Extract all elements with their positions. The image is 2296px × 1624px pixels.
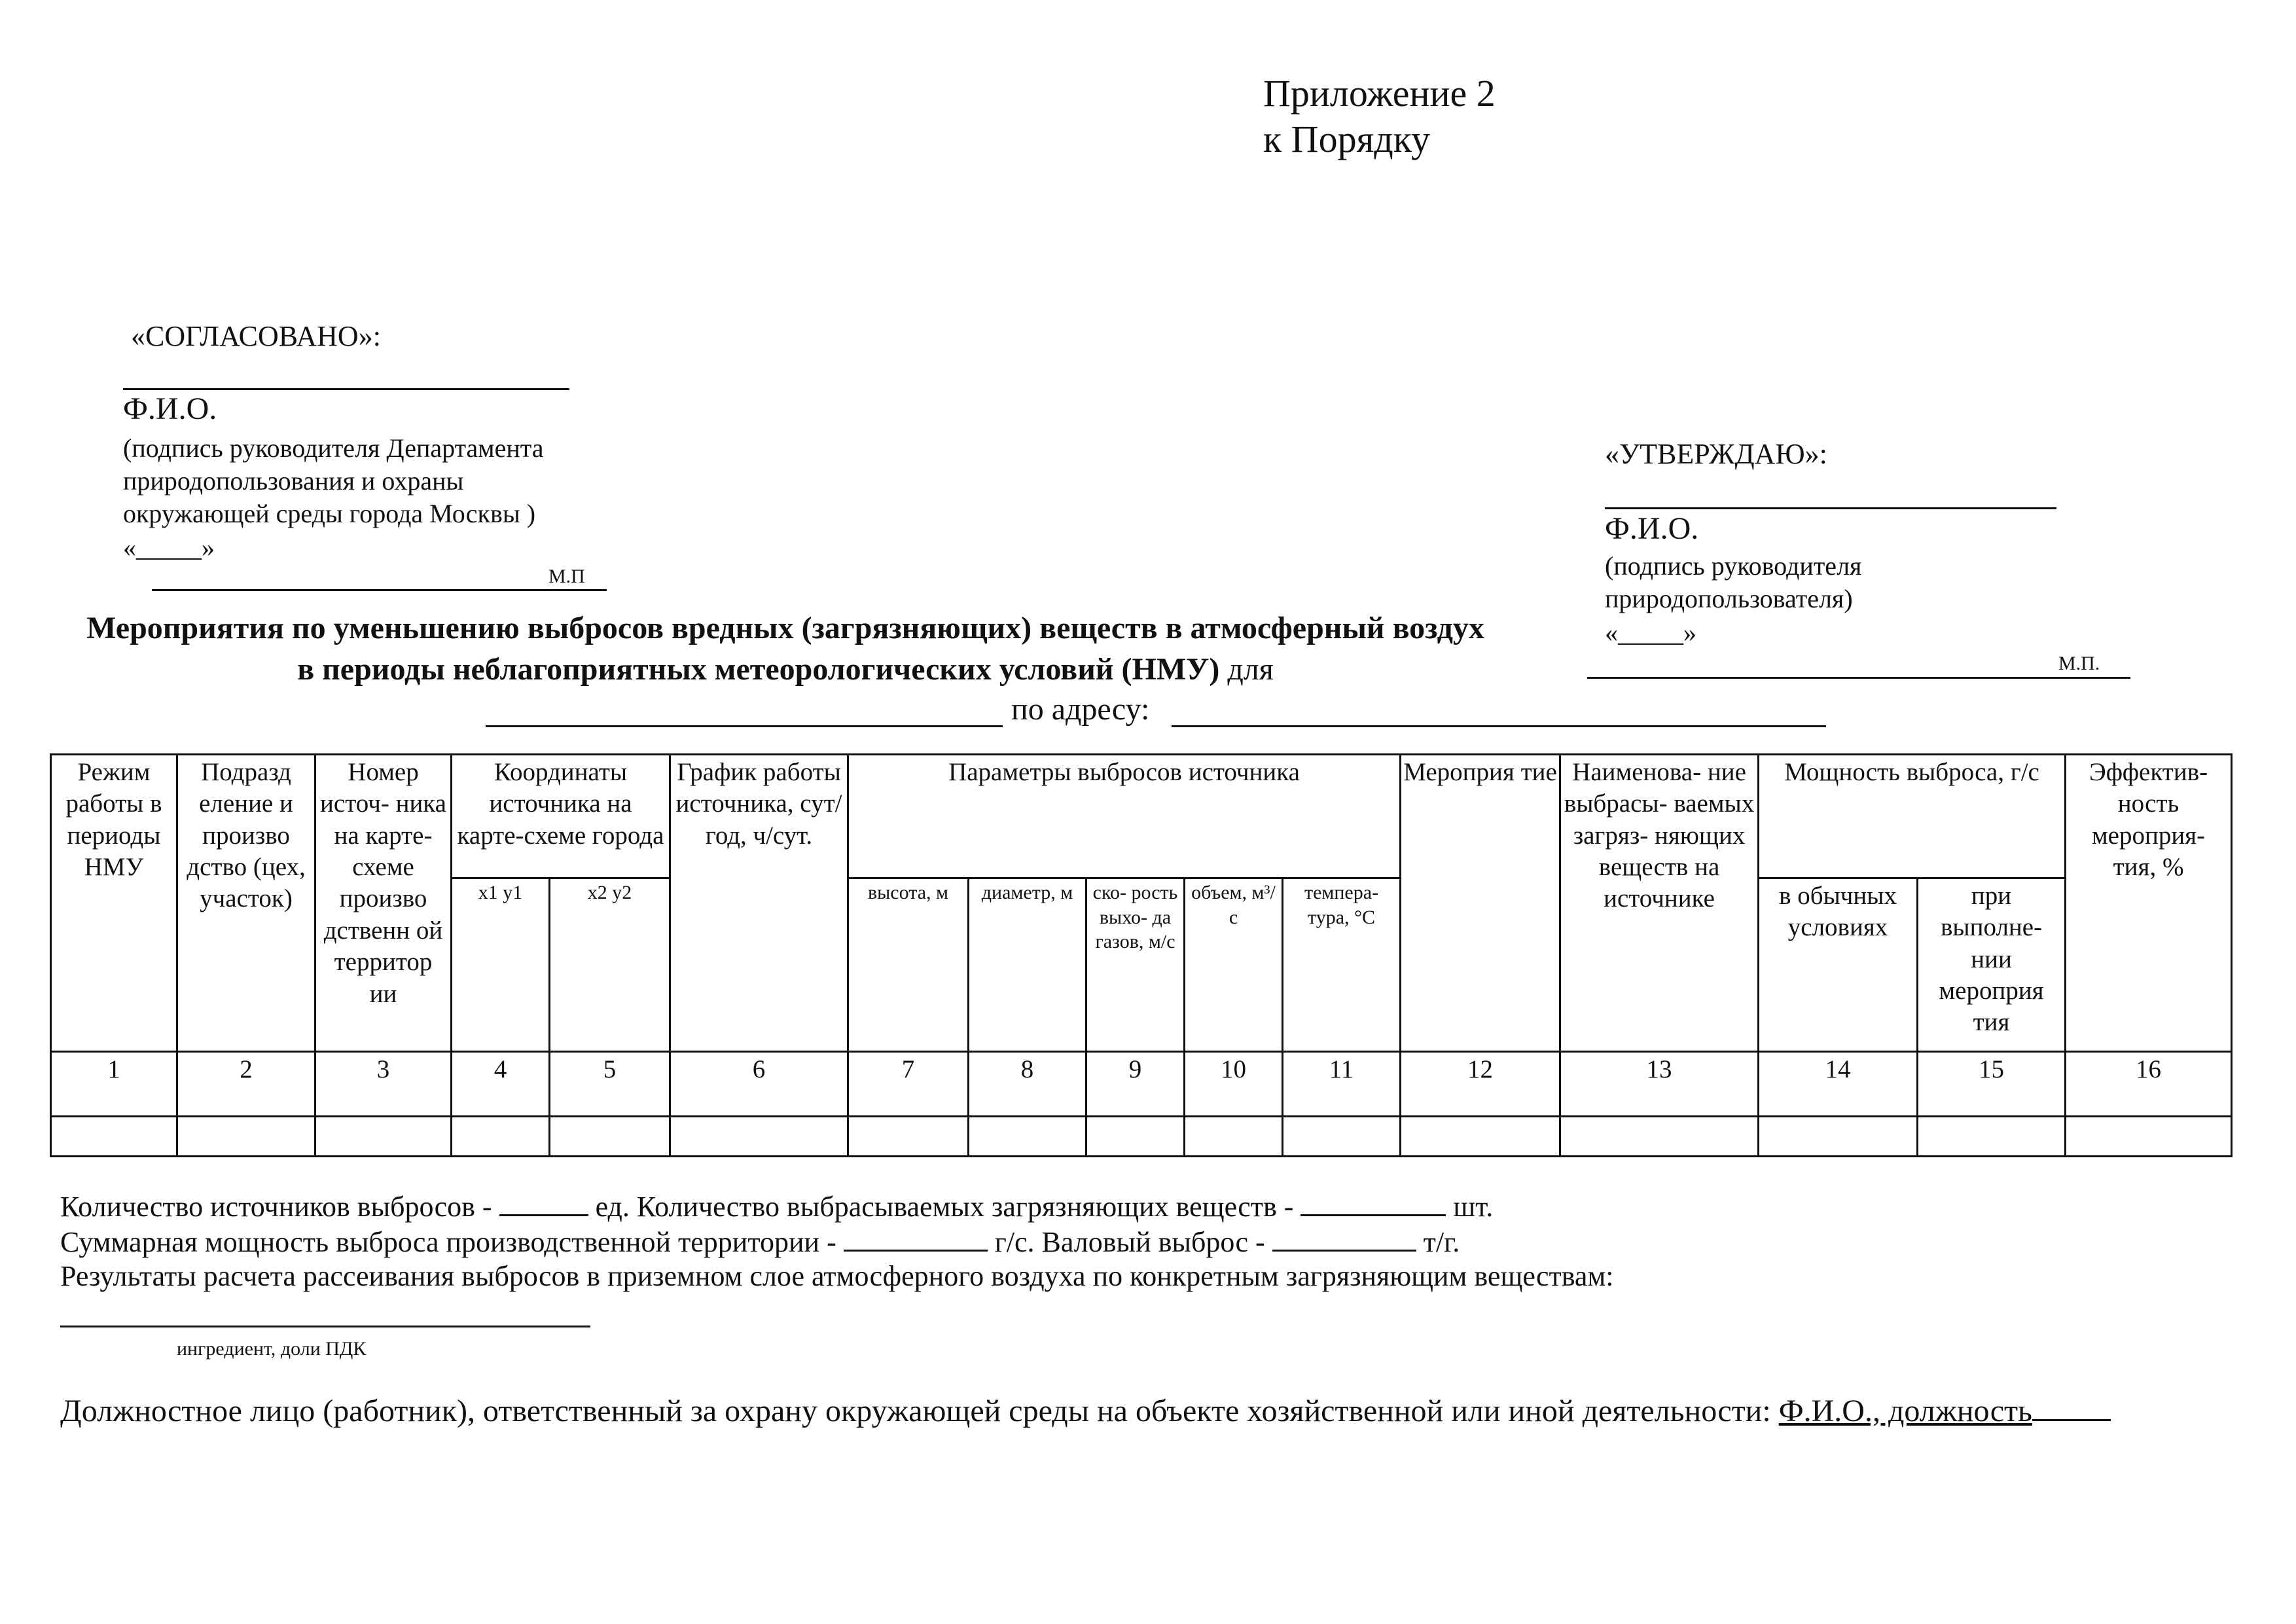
sources-count-line [60,1190,1493,1223]
approve-heading: «УТВЕРЖДАЮ»: [1605,438,1827,470]
agreed-date: «_____» [123,533,215,562]
approve-sign-line1: (подпись руководителя [1605,551,1862,581]
approve-stamp: М.П. [2058,653,2100,674]
header-division: Подразд еление и произво дство (цех, участок) [177,755,315,1052]
table-cell [1401,1117,1560,1157]
header-height: высота, м [848,878,969,1052]
table-cell [177,1117,315,1157]
subtitle-bold: в периоды неблагоприятных метеорологических условий (НМУ) [297,652,1220,687]
sources-count-blank [499,1192,588,1216]
agreed-stamp: М.П [548,566,585,587]
column-number: 2 [177,1052,315,1117]
header-power-measure: при выполне- нии мероприя тия [1918,878,2066,1052]
table-row [51,1117,2232,1157]
column-number: 7 [848,1052,969,1117]
column-number: 4 [452,1052,550,1117]
table-cell [315,1117,452,1157]
header-coord-2: x2 y2 [550,878,670,1052]
header-emission-power: Мощность выброса, г/с [1759,755,2066,878]
header-schedule: График работы источника, сут/год, ч/сут. [670,755,848,1052]
approve-sign-line2: природопользователя) [1605,584,1853,613]
address-line [1172,725,1826,727]
sources-count-label: Количество источников выбросов - [60,1191,499,1223]
table-cell [1283,1117,1401,1157]
header-coord-1: x1 y1 [452,878,550,1052]
gross-emission-unit: т/г. [1416,1226,1460,1258]
substances-count-blank [1300,1192,1446,1216]
header-power-normal: в обычных условиях [1759,878,1918,1052]
agreed-sign-line2: природопользования и охраны [123,466,464,496]
total-power-label: Суммарная мощность выброса производственной территории - [60,1226,844,1258]
document-title: Мероприятия по уменьшению выбросов вредных (загрязняющих) веществ в атмосферный воздух [86,611,1484,645]
table-cell [1086,1117,1185,1157]
column-number: 11 [1283,1052,1401,1117]
appendix-line1: Приложение 2 [1263,72,1496,115]
table-cell [848,1117,969,1157]
official-fio-blank [2032,1399,2111,1421]
table-cell [2066,1117,2232,1157]
address-label: по адресу: [1011,692,1150,727]
table-cell [1759,1117,1918,1157]
table-cell [1918,1117,2066,1157]
column-number: 5 [550,1052,670,1117]
header-efficiency: Эффектив- ность мероприя- тия, % [2066,755,2232,1052]
appendix-label [1263,71,1496,162]
dispersion-results-label: Результаты расчета рассеивания выбросов в приземном слое атмосферного воздуха по конкретным загрязняющим веществам: [60,1260,1614,1292]
subtitle-tail: для [1219,652,1274,687]
column-number: 12 [1401,1052,1560,1117]
column-number: 13 [1560,1052,1759,1117]
header-coordinates: Координаты источника на карте-схеме города [452,755,670,878]
approve-date: «_____» [1605,618,1696,647]
header-source-number: Номер источ- ника на карте- схеме произво дственн ой территор ии [315,755,452,1052]
column-number: 16 [2066,1052,2232,1117]
total-power-line [60,1225,1460,1259]
table-cell [51,1117,177,1157]
substances-count-unit: шт. [1446,1191,1494,1223]
organization-line [486,725,1003,727]
table-cell [1185,1117,1283,1157]
header-emission-params: Параметры выбросов источника [848,755,1401,878]
gross-emission-blank [1272,1227,1416,1252]
gross-emission-label: г/с. Валовый выброс - [987,1226,1272,1258]
ingredient-caption: ингредиент, доли ПДК [177,1338,367,1360]
substances-count-label: ед. Количество выбрасываемых загрязняющих веществ - [588,1191,1301,1223]
agreed-sign-line1: (подпись руководителя Департамента [123,433,544,463]
table-cell [969,1117,1086,1157]
agreed-sign-caption [123,432,544,530]
column-number: 10 [1185,1052,1283,1117]
column-numbers-row [51,1052,2232,1117]
column-number: 1 [51,1052,177,1117]
agreed-fio: Ф.И.О. [123,391,217,426]
header-volume: объем, м³/с [1185,878,1283,1052]
column-number: 9 [1086,1052,1185,1117]
official-fio-position: Ф.И.О., должность [1778,1394,2032,1428]
agreed-stamp-line [152,589,607,591]
table-cell [452,1117,550,1157]
column-number: 8 [969,1052,1086,1117]
column-number: 14 [1759,1052,1918,1117]
responsible-official-label: Должностное лицо (работник), ответственный за охрану окружающей среды на объекте хозяйственной или иной деятельности: [60,1394,1779,1428]
agreed-heading: «СОГЛАСОВАНО»: [131,320,381,352]
approve-signature-line [1605,507,2056,509]
table-cell [1560,1117,1759,1157]
approve-stamp-line [1587,677,2130,679]
appendix-line2: к Порядку [1263,117,1431,160]
column-number: 15 [1918,1052,2066,1117]
ingredient-line [60,1326,590,1327]
total-power-blank [844,1227,988,1252]
agreed-signature-line [123,388,569,390]
document-subtitle [0,651,1571,687]
header-temperature: темпера- тура, °С [1283,878,1401,1052]
header-measure: Мероприя тие [1401,755,1560,1052]
column-number: 3 [315,1052,452,1117]
approve-sign-caption [1605,550,1861,615]
measures-table [50,753,2233,1157]
header-diameter: диаметр, м [969,878,1086,1052]
header-gas-speed: ско- рость выхо- да газов, м/с [1086,878,1185,1052]
table-cell [670,1117,848,1157]
responsible-official-line [60,1393,2111,1429]
header-mode: Режим работы в периоды НМУ [51,755,177,1052]
table-cell [550,1117,670,1157]
agreed-sign-line3: окружающей среды города Москвы ) [123,499,536,528]
column-number: 6 [670,1052,848,1117]
approve-fio: Ф.И.О. [1605,511,1699,546]
header-substances: Наименова- ние выбрасы- ваемых загряз- няющих веществ на источнике [1560,755,1759,1052]
